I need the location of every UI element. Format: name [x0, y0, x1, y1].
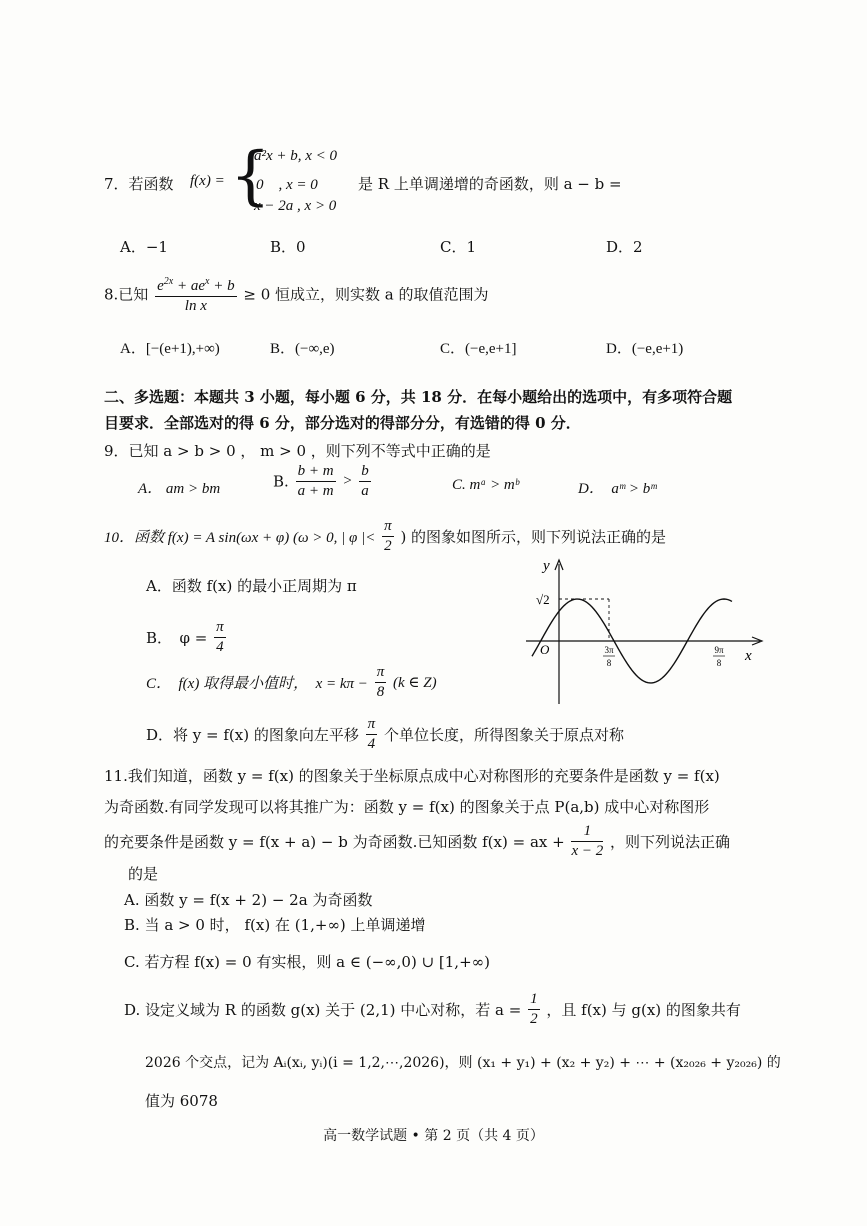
q9-stem: 9．已知 a > b > 0 ， m > 0 ，则下列不等式中正确的是 — [104, 442, 491, 460]
q7-option-a: A．−1 — [120, 238, 168, 256]
svg-text:9π: 9π — [714, 645, 724, 655]
section2-line2: 目要求．全部选对的得 6 分，部分选对的得部分分，有选错的得 0 分． — [104, 414, 581, 432]
q7-case1: a²x + b, x < 0 — [254, 148, 338, 164]
q8-suffix: ≥ 0 恒成立，则实数 a 的取值范围为 — [243, 285, 489, 304]
q7-brace: { — [230, 139, 271, 213]
q7-suffix: 是 R 上单调递增的奇函数，则 a − b = — [358, 175, 622, 193]
svg-text:8: 8 — [606, 658, 612, 668]
max-value-label: √2 — [536, 592, 550, 607]
section2-line1: 二、多选题：本题共 3 小题，每小题 6 分，共 18 分．在每小题给出的选项中，有多项符合题 — [104, 388, 733, 406]
q10-option-a: A．函数 f(x) 的最小正周期为 π — [146, 577, 357, 595]
x-label: x — [745, 648, 752, 664]
q8-option-c: C．(−e,e+1] — [440, 341, 517, 357]
svg-text:3π: 3π — [604, 645, 614, 655]
sine-graph — [526, 556, 766, 716]
q11-option-c: C. 若方程 f(x) = 0 有实根，则 a ∈ (−∞,0) ∪ [1,+∞) — [124, 953, 490, 971]
q10-stem: 10．函数 f(x) = A sin(ωx + φ) (ω > 0, | φ |< $\frac{\pi}{2}$ ) 的图象如图所示，则下列说法正确的是 — [104, 518, 667, 554]
q10-option-c: C． f(x) 取得最小值时， x = kπ − $\frac{\pi}{8}$ (k ∈ Z) — [146, 664, 437, 700]
q11-option-b: B. 当 a > 0 时， f(x) 在 (1,+∞) 上单调递增 — [124, 916, 426, 934]
origin-label: O — [540, 642, 550, 657]
tick-label-3pi-8 — [603, 645, 615, 668]
q9-option-a: A． am > bm — [138, 481, 221, 497]
q11-line1: 11.我们知道，函数 y = f(x) 的图象关于坐标原点成中心对称图形的充要条件是函数 y = f(x) — [104, 767, 720, 785]
q7-case2: 0 , x = 0 — [256, 177, 318, 193]
q9-option-d: D． aᵐ > bᵐ — [578, 481, 657, 497]
q11-option-d-line1: D. 设定义域为 R 的函数 g(x) 关于 (2,1) 中心对称，若 a = $\frac{1}{2}$ ，且 f(x) 与 g(x) 的图象共有 — [124, 991, 741, 1027]
tick-label-9pi-8 — [713, 645, 725, 668]
q8-prefix: 8.已知 — [104, 285, 149, 304]
q11-line2: 为奇函数.有同学发现可以将其推广为：函数 y = f(x) 的图象关于点 P(a,b) 成中心对称图形 — [104, 798, 710, 816]
svg-text:8: 8 — [716, 658, 722, 668]
q8-fraction: $\frac{e^{2x} + ae^x + b}{\text{ln x}}$ — [155, 272, 236, 316]
q8 — [104, 272, 489, 316]
q11-option-d-line3: 值为 6078 — [145, 1092, 218, 1110]
q7-option-d: D．2 — [606, 238, 643, 256]
q8-option-d: D．(−e,e+1) — [606, 341, 684, 357]
q7-option-b: B．0 — [270, 238, 306, 256]
q11-line4: 的是 — [128, 865, 159, 883]
q11-line3: 的充要条件是函数 y = f(x + a) − b 为奇函数.已知函数 f(x) = ax + $\frac{1}{x - 2}$ ，则下列说法正确 — [104, 823, 731, 859]
q10-option-d: D．将 y = f(x) 的图象向左平移 $\frac{\pi}{4}$ 个单位长度，所得图象关于原点对称 — [146, 716, 624, 752]
q8-option-a: A．[−(e+1),+∞) — [120, 341, 220, 357]
q9-option-c: C. mᵃ > mᵇ — [452, 477, 519, 493]
y-label: y — [543, 558, 550, 574]
q7-option-c: C．1 — [440, 238, 477, 256]
q10-option-b: B． φ = $\frac{\pi}{4}$ — [146, 619, 224, 655]
q11-option-a: A. 函数 y = f(x + 2) − 2a 为奇函数 — [124, 891, 373, 909]
q11-option-d-line2: 2026 个交点，记为 Aᵢ(xᵢ, yᵢ)(i = 1,2,⋯,2026)，则 (x₁ + y₁) + (x₂ + y₂) + ⋯ + (x₂₀₂₆ + y₂₀₂₆) 的 — [145, 1055, 781, 1071]
q9-option-b: B. $\frac{b + m}{a + m}$ > $\frac{b}{a}$ — [273, 463, 369, 499]
q8-option-b: B．(−∞,e) — [270, 341, 335, 357]
q7-prefix: 7．若函数 — [104, 175, 174, 193]
q7-case3: x − 2a , x > 0 — [254, 198, 337, 214]
page-footer: 高一数学试题 • 第 2 页（共 4 页） — [323, 1128, 544, 1144]
